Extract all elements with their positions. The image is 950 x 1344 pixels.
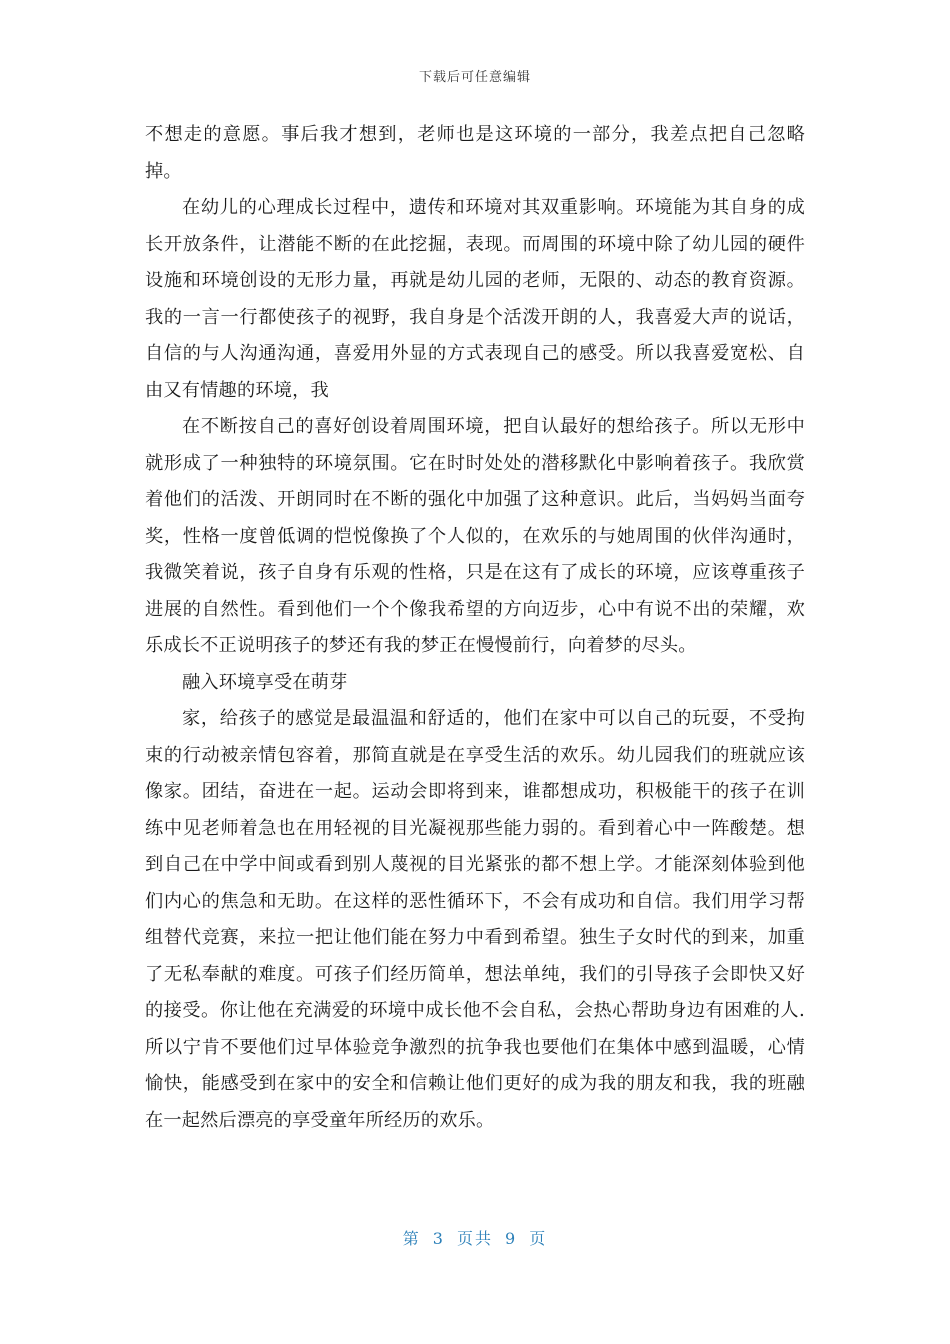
document-body xyxy=(145,117,805,1139)
footer-label-page: 第 xyxy=(402,1229,421,1248)
paragraph-4: 家，给孩子的感觉是最温温和舒适的，他们在家中可以自己的玩耍，不受拘束的行动被亲情包容着，那简直就是在享受生活的欢乐。幼儿园我们的班就应该像家。团结，奋进在一起。运动会即将到来，谁都想成功，积极能干的孩子在训练中见老师着急也在用轻视的目光凝视那些能力弱的。看到着心中一阵酸楚。想到自己在中学中间或看到别人蔑视的目光紧张的都不想上学。才能深刻体验到他们内心的焦急和无助。在这样的恶性循环下，不会有成功和自信。我们用学习帮组替代竞赛，来拉一把让他们能在努力中看到希望。独生子女时代的到来，加重了无私奉献的难度。可孩子们经历简单，想法单纯，我们的引导孩子会即快又好的接受。你让他在充满爱的环境中成长他不会自私，会热心帮助身边有困难的人.所以宁肯不要他们过早体验竞争激烈的抗争我也要他们在集体中感到温暖，心情愉快，能感受到在家中的安全和信赖让他们更好的成为我的朋友和我，我的班融在一起然后漂亮的享受童年所经历的欢乐。 xyxy=(145,708,805,1131)
footer-total-pages: 9 xyxy=(505,1229,518,1248)
paragraph-3: 在不断按自己的喜好创设着周围环境，把自认最好的想给孩子。所以无形中就形成了一种独特的环境氛围。它在时时处处的潜移默化中影响着孩子。我欣赏着他们的活泼、开朗同时在不断的强化中加强了这种意识。此后，当妈妈当面夸奖，性格一度曾低调的恺悦像换了个人似的，在欢乐的与她周围的伙伴沟通时，我微笑着说，孩子自身有乐观的性格，只是在这有了成长的环境，应该尊重孩子进展的自然性。看到他们一个个像我希望的方向迈步，心中有说不出的荣耀，欢乐成长不正说明孩子的梦还有我的梦正在慢慢前行，向着梦的尽头。 xyxy=(145,416,805,656)
footer-label-end: 页 xyxy=(529,1229,548,1248)
footer-label-of: 页共 xyxy=(456,1229,493,1248)
paragraph-1: 不想走的意愿。事后我才想到，老师也是这环境的一部分，我差点把自己忽略掉。 xyxy=(145,124,805,182)
footer-current-page: 3 xyxy=(432,1229,445,1248)
paragraph-2: 在幼儿的心理成长过程中，遗传和环境对其双重影响。环境能为其自身的成长开放条件，让潜能不断的在此挖掘，表现。而周围的环境中除了幼儿园的硬件设施和环境创设的无形力量，再就是幼儿园的老师，无限的、动态的教育资源。我的一言一行都使孩子的视野，我自身是个活泼开朗的人，我喜爱大声的说话，自信的与人沟通沟通，喜爱用外显的方式表现自己的感受。所以我喜爱宽松、自由又有情趣的环境，我 xyxy=(145,197,805,401)
page-footer xyxy=(0,1226,950,1249)
section-heading: 融入环境享受在萌芽 xyxy=(182,671,348,693)
page-header: 下载后可任意编辑 xyxy=(418,70,531,85)
